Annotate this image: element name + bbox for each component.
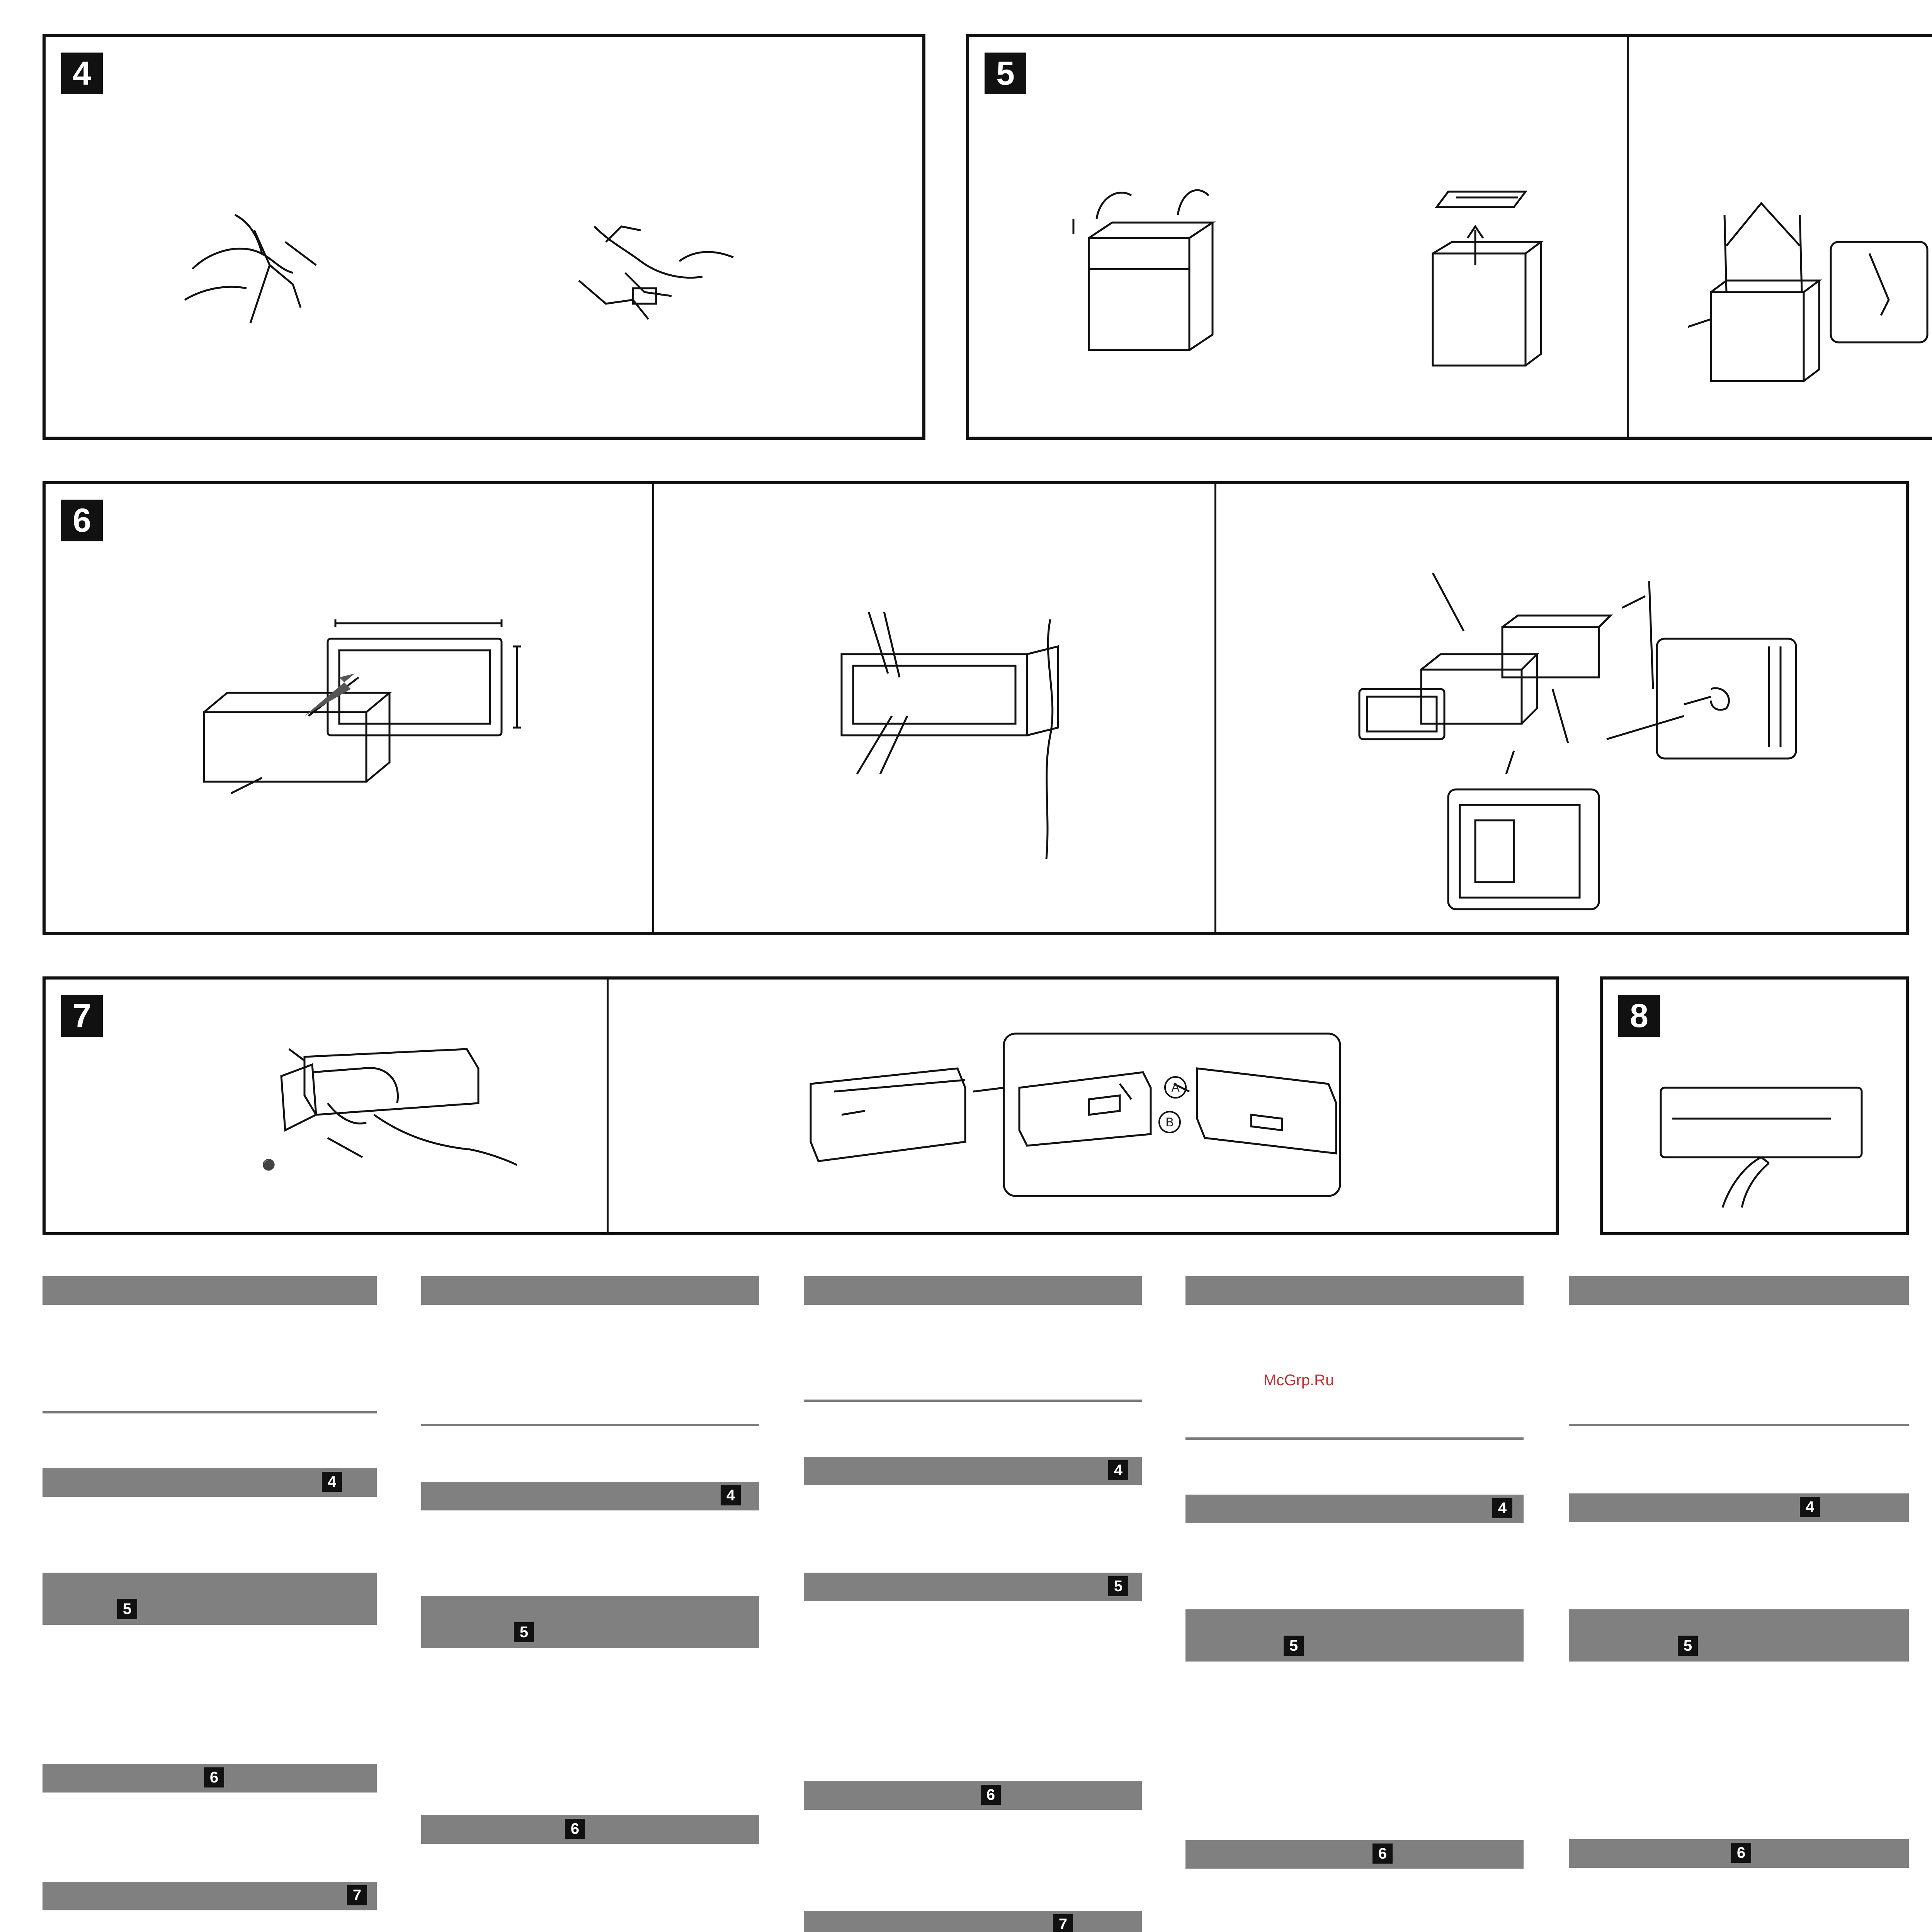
hand-release-key-illustration-2 [548, 203, 749, 350]
section-7-panel [43, 976, 1559, 1235]
col3-bar-4 [804, 1781, 1142, 1810]
reset-button-illustration [1653, 1080, 1869, 1211]
col1-bar-1 [43, 1276, 377, 1305]
col5-ref-4: 4 [1800, 1497, 1820, 1517]
col3-ref-5: 5 [1108, 1576, 1128, 1596]
frame-removal-illustration [1413, 176, 1553, 377]
col5-bar-1 [1569, 1276, 1909, 1305]
col3-bar-5 [804, 1911, 1142, 1932]
col4-ref-5: 5 [1284, 1636, 1304, 1656]
section-6-divider-1 [652, 484, 654, 932]
sleeve-removal-illustration [1066, 172, 1220, 373]
col1-bar-3 [43, 1573, 377, 1625]
col2-bar-1 [421, 1276, 759, 1305]
col3-ref-7: 7 [1053, 1914, 1073, 1932]
installation-bracket-illustration [1352, 573, 1854, 913]
section-4-badge: 4 [61, 53, 103, 94]
section-7-divider [607, 980, 609, 1232]
col4-bar-4 [1185, 1840, 1524, 1869]
front-panel-detach-illustration [239, 1026, 517, 1219]
col4-bar-3 [1185, 1609, 1524, 1662]
label-a-marker: A [1164, 1076, 1187, 1099]
col2-bar-3 [421, 1596, 759, 1648]
col3-ref-6: 6 [981, 1785, 1001, 1805]
release-keys-insert-illustration [1688, 199, 1932, 393]
col1-ref-6: 6 [204, 1767, 224, 1787]
col3-ref-4: 4 [1108, 1460, 1128, 1480]
col1-ref-5: 5 [117, 1599, 137, 1619]
section-6-badge: 6 [61, 500, 103, 541]
eject-release-icon: ⚫ [262, 1159, 276, 1171]
section-5-panel [966, 34, 1932, 440]
col2-rule-1 [421, 1424, 759, 1426]
col4-bar-1 [1185, 1276, 1524, 1305]
col4-ref-6: 6 [1372, 1844, 1393, 1864]
mounting-in-dashboard-illustration [811, 612, 1081, 859]
col5-bar-2 [1569, 1493, 1909, 1522]
section-6-divider-2 [1214, 484, 1216, 932]
col5-ref-5: 5 [1678, 1636, 1698, 1656]
col2-bar-2 [421, 1482, 759, 1510]
col2-bar-4 [421, 1815, 759, 1844]
section-4-panel [43, 34, 925, 440]
section-8-panel [1600, 976, 1909, 1235]
col3-bar-1 [804, 1276, 1142, 1305]
col1-rule-1 [43, 1411, 377, 1413]
col3-rule-1 [804, 1400, 1142, 1402]
frame-dimensions-illustration [185, 612, 532, 813]
col5-bar-3 [1569, 1609, 1909, 1662]
section-5-divider [1627, 37, 1629, 437]
watermark: McGrp.Ru [1264, 1372, 1334, 1389]
section-7-badge: 7 [61, 995, 103, 1037]
col1-bar-5 [43, 1882, 377, 1910]
col4-ref-4: 4 [1492, 1498, 1512, 1518]
label-b-marker: B [1158, 1111, 1181, 1133]
section-6-panel [43, 481, 1909, 935]
col5-rule-1 [1569, 1424, 1909, 1426]
col3-bar-3 [804, 1573, 1142, 1601]
col2-ref-6: 6 [565, 1819, 585, 1839]
col2-ref-5: 5 [514, 1622, 534, 1642]
section-5-badge: 5 [985, 53, 1026, 94]
col2-ref-4: 4 [721, 1485, 741, 1505]
col3-bar-2 [804, 1457, 1142, 1485]
col4-rule-1 [1185, 1437, 1524, 1440]
front-panel-attach-illustration [803, 1022, 1383, 1208]
col4-bar-2 [1185, 1495, 1524, 1523]
col5-ref-6: 6 [1731, 1843, 1751, 1863]
section-8-badge: 8 [1618, 995, 1660, 1037]
hand-release-key-illustration [177, 207, 370, 346]
col1-ref-7: 7 [347, 1885, 367, 1905]
col1-ref-4: 4 [322, 1472, 342, 1492]
